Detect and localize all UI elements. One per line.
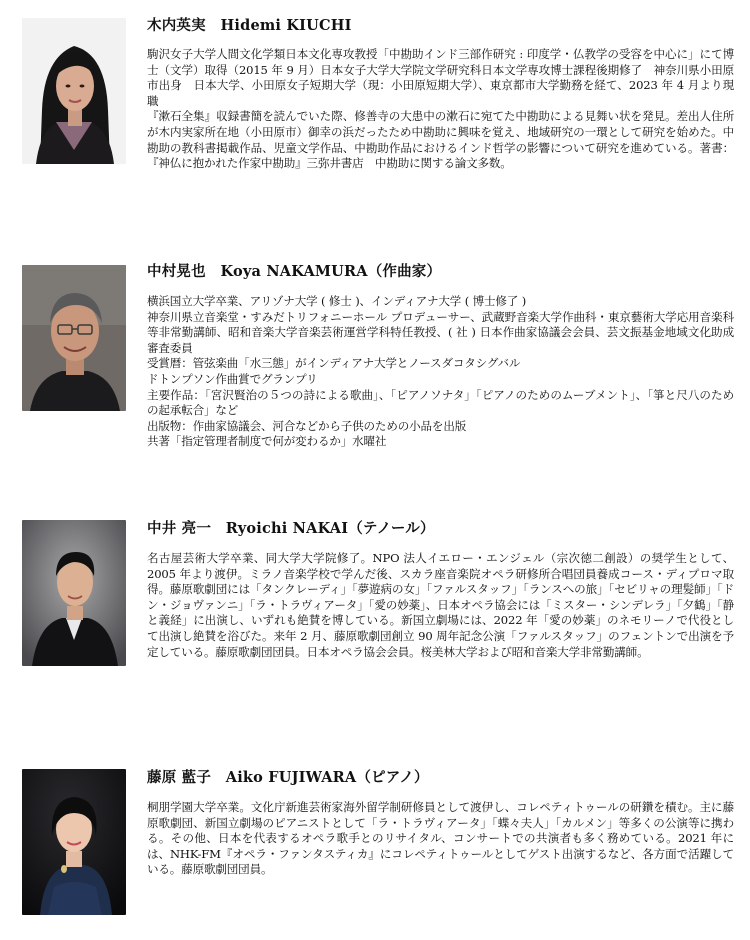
bio-paragraph: 出版物：作曲家協議会、河合などから子供のための小品を出版 [147, 418, 467, 433]
portrait-image [22, 520, 126, 666]
bio-paragraph: 受賞暦：管弦楽曲「水三態」がインディアナ大学とノースダコタシグバル [147, 356, 521, 371]
portrait-image [22, 769, 126, 915]
bio-paragraph: 神奈川県立音楽堂・すみだトリフォニーホール プロデューサー、武蔵野音楽大学作曲科・東京藝術大学応用音楽科等非常勤講師、昭和音楽大学音楽芸術運営学科特任教授、( 社 ) 日本作曲家協議会会員、芸文振基金地域文化助成審査委員 [147, 309, 734, 355]
profile-name: 藤原 藍子 Aiko FUJIWARA（ピアノ） [147, 769, 429, 786]
bio-paragraph: 共著「指定管理者制度で何が変わるか」水曜社 [147, 434, 387, 449]
bio-paragraph: 横浜国立大学卒業、アリゾナ大学 ( 修士 )、インディアナ大学 ( 博士修了 ) [147, 294, 527, 308]
profile-text [147, 263, 734, 450]
bio-paragraph: 主要作品：「宮沢賢治の５つの詩による歌曲」、「ピアノソナタ」「ピアノのためのムーブメント」、「箏と尺八のための起承転合」など [147, 387, 734, 418]
profile-bio [147, 294, 734, 450]
profile-text [147, 17, 734, 172]
profile-bio [147, 47, 734, 172]
profile-text [147, 520, 734, 660]
bio-paragraph: 『漱石全集』収録書簡を読んでいた際、修善寺の大患中の漱石に宛てた中勘助による見舞い状を発見。差出人住所が木内実家所在地（小田原市）御幸の浜だったため中勘助に興味を覚え、地域研究の一環として研究を始めた。中勘助の教科書掲載作品、児童文学作品、中勘助作品におけるインド哲学の影響について研究を進めている。著書：『神仏に抱かれた作家中勘助』三弥井書店 中勘助に関する論文多数。 [147, 109, 734, 171]
portrait-photo-nakamura [22, 265, 126, 411]
profile-name: 中村晃也 Koya NAKAMURA（作曲家） [147, 263, 442, 280]
bio-paragraph: 桐朋学園大学卒業。文化庁新進芸術家海外留学制研修員として渡伊し、コレペティトゥールの研鑽を積む。主に藤原歌劇団、新国立劇場のピアニストとして「ラ・トラヴィアータ」「蝶々夫人」「カルメン」等多くの公演等に携わる。その他、日本を代表するオペラ歌手とのリサイタル、コンサートでの共演者も多く務めている。2021 年には、NHK-FM『オペラ・ファンタスティカ』にコレペティトゥールとしてゲスト出演するなど、各方面で活躍している。藤原歌劇団団員。 [147, 800, 734, 877]
profile-name: 中井 亮一 Ryoichi NAKAI（テノール） [147, 520, 435, 537]
portrait-image [22, 18, 126, 164]
portrait-photo-nakai [22, 520, 126, 666]
profile-text [147, 769, 734, 878]
bio-paragraph: 駒沢女子大学人間文化学類日本文化専攻教授「中勘助インド三部作研究 : 印度学・仏教学の受容を中心に」にて博士（文学）取得（2015 年 9 月）日本女子大学大学院文学研究科日本文学専攻博士課程後期修了 神奈川県小田原市出身 日本大学、小田原女子短期大学（現：小田原短期大学）、東京都市大学勤務を経て、2023 年 4 月より現職 [147, 47, 734, 108]
profile-name: 木内英実 Hidemi KIUCHI [147, 17, 352, 34]
bio-paragraph: 名古屋芸術大学卒業、同大学大学院修了。NPO 法人イエロー・エンジェル（宗次徳二創設）の奨学生として、2005 年より渡伊。ミラノ音楽学校で学んだ後、スカラ座音楽院オペラ研修所合唱団員養成コース・ディプロマ取得。藤原歌劇団には「タンクレーディ」「夢遊病の女」「ファルスタッフ」「ランスへの旅」「セビリャの理髪師」「ドン・ジョヴァンニ」「ラ・トラヴィアータ」「愛の妙薬」、日本オペラ協会には「ミスター・シンデレラ」「夕鶴」「静と義経」に出演し、いずれも絶賛を博している。新国立劇場には、2022 年「愛の妙薬」のネモリーノで代役として出演し絶賛を浴びた。来年 2 月、藤原歌劇団創立 90 周年記念公演「ファルスタッフ」のフェントンで出演を予定している。藤原歌劇団団員。日本オペラ協会会員。桜美林大学および昭和音楽大学非常勤講師。 [147, 551, 734, 659]
portrait-photo-fujiwara [22, 769, 126, 915]
portrait-image [22, 265, 126, 411]
bio-paragraph: ドトンプソン作曲賞でグランプリ [147, 371, 318, 386]
profile-bio [147, 551, 734, 660]
profile-bio [147, 800, 734, 878]
portrait-photo-kiuchi [22, 18, 126, 164]
